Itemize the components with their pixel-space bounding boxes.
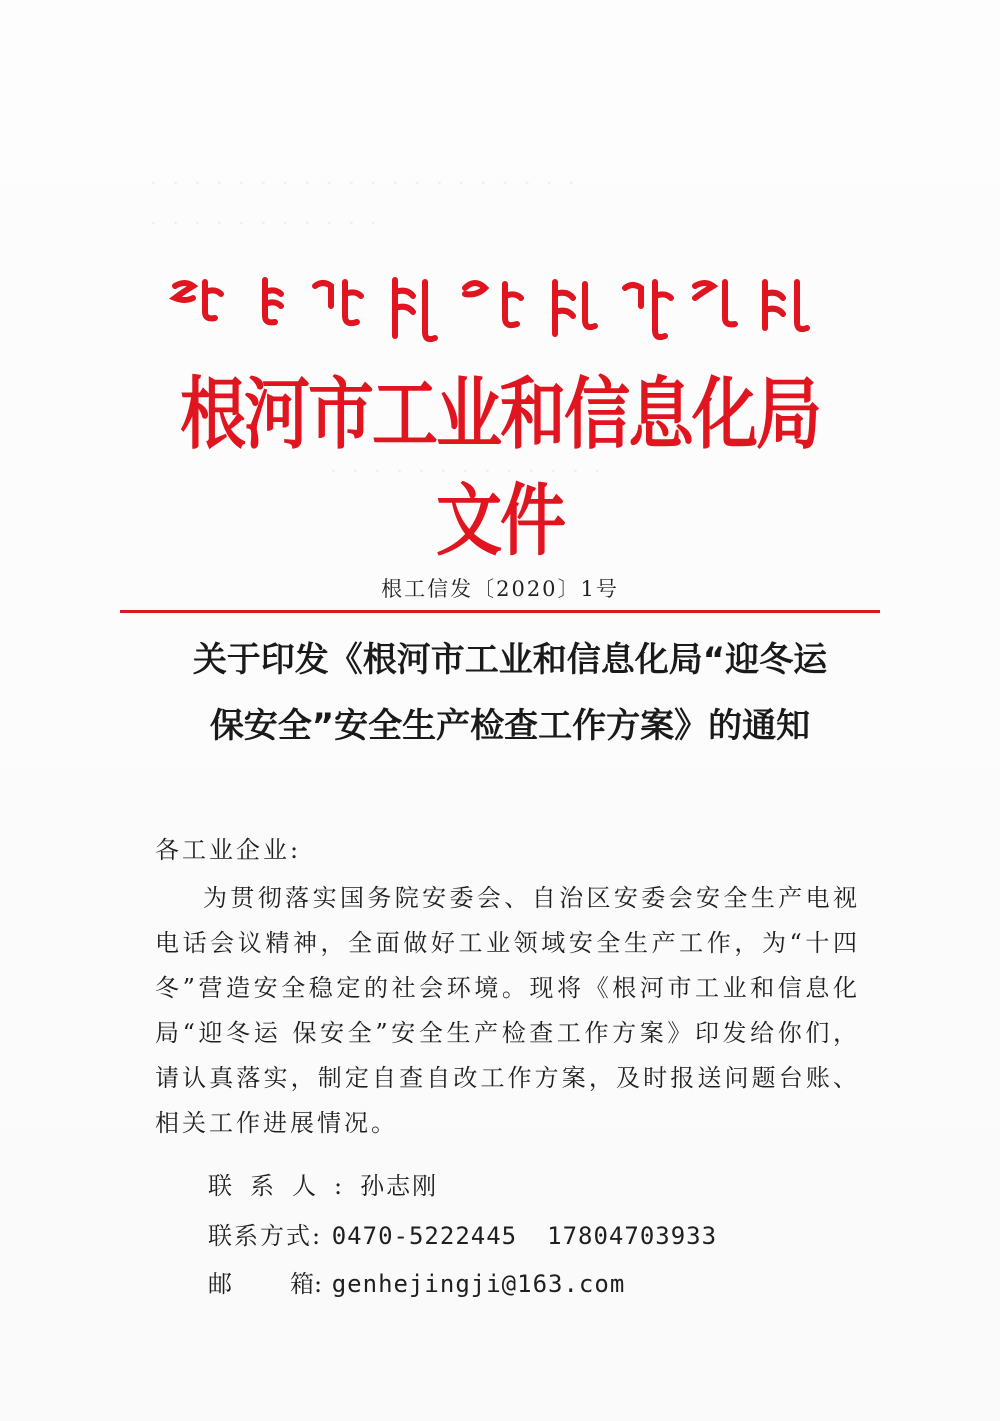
contact-email-row [208,1264,625,1304]
contact-email-label-part-1: 邮 [208,1270,232,1298]
salutation: 各工业企业: [155,836,302,864]
contact-phone-value-2: 17804703933 [547,1222,718,1250]
document-header-title: 根河市工业和信息化局文件 [180,369,820,567]
contact-email-value: genhejingji@163.com [331,1270,626,1298]
mongolian-script-title [165,268,825,346]
bleed-through-text: · · · · · · · · · · · · · [330,460,605,485]
contact-phone-row [208,1216,717,1256]
contact-person-value: 孙志刚 [360,1172,439,1200]
notice-title-line-2: 保安全”安全生产检查工作方案》的通知 [209,706,811,746]
bleed-through-text: · · · · · · · · · · · [150,212,381,237]
contact-email-label-part-2: 箱: [290,1270,323,1298]
contact-email-label [208,1264,322,1304]
red-divider-line [120,610,880,613]
notice-title [100,636,920,750]
body-paragraph: 为贯彻落实国务院安委会、自治区安委会安全生产电视电话会议精神，全面做好工业领域安全生产工作，为“十四冬”营造安全稳定的社会环境。现将《根河市工业和信息化局“迎冬运 保安全”安全生产检查工作方案》印发给你们，请认真落实，制定自查自改工作方案，及时报送问题台账、相关工作进展情况。 [155,884,860,1137]
contact-phone-value-1: 0470-5222445 [331,1222,518,1250]
contact-person-row [208,1166,438,1206]
bleed-through-text: · · · · · · · · · · · · · · · · · · · · [150,172,579,197]
contact-person-label: 联系人: [208,1172,361,1200]
document-number: 根工信发〔2020〕1号 [381,577,619,601]
contact-phone-label: 联系方式: [208,1222,323,1250]
notice-title-line-1: 关于印发《根河市工业和信息化局“迎冬运 [192,640,828,680]
